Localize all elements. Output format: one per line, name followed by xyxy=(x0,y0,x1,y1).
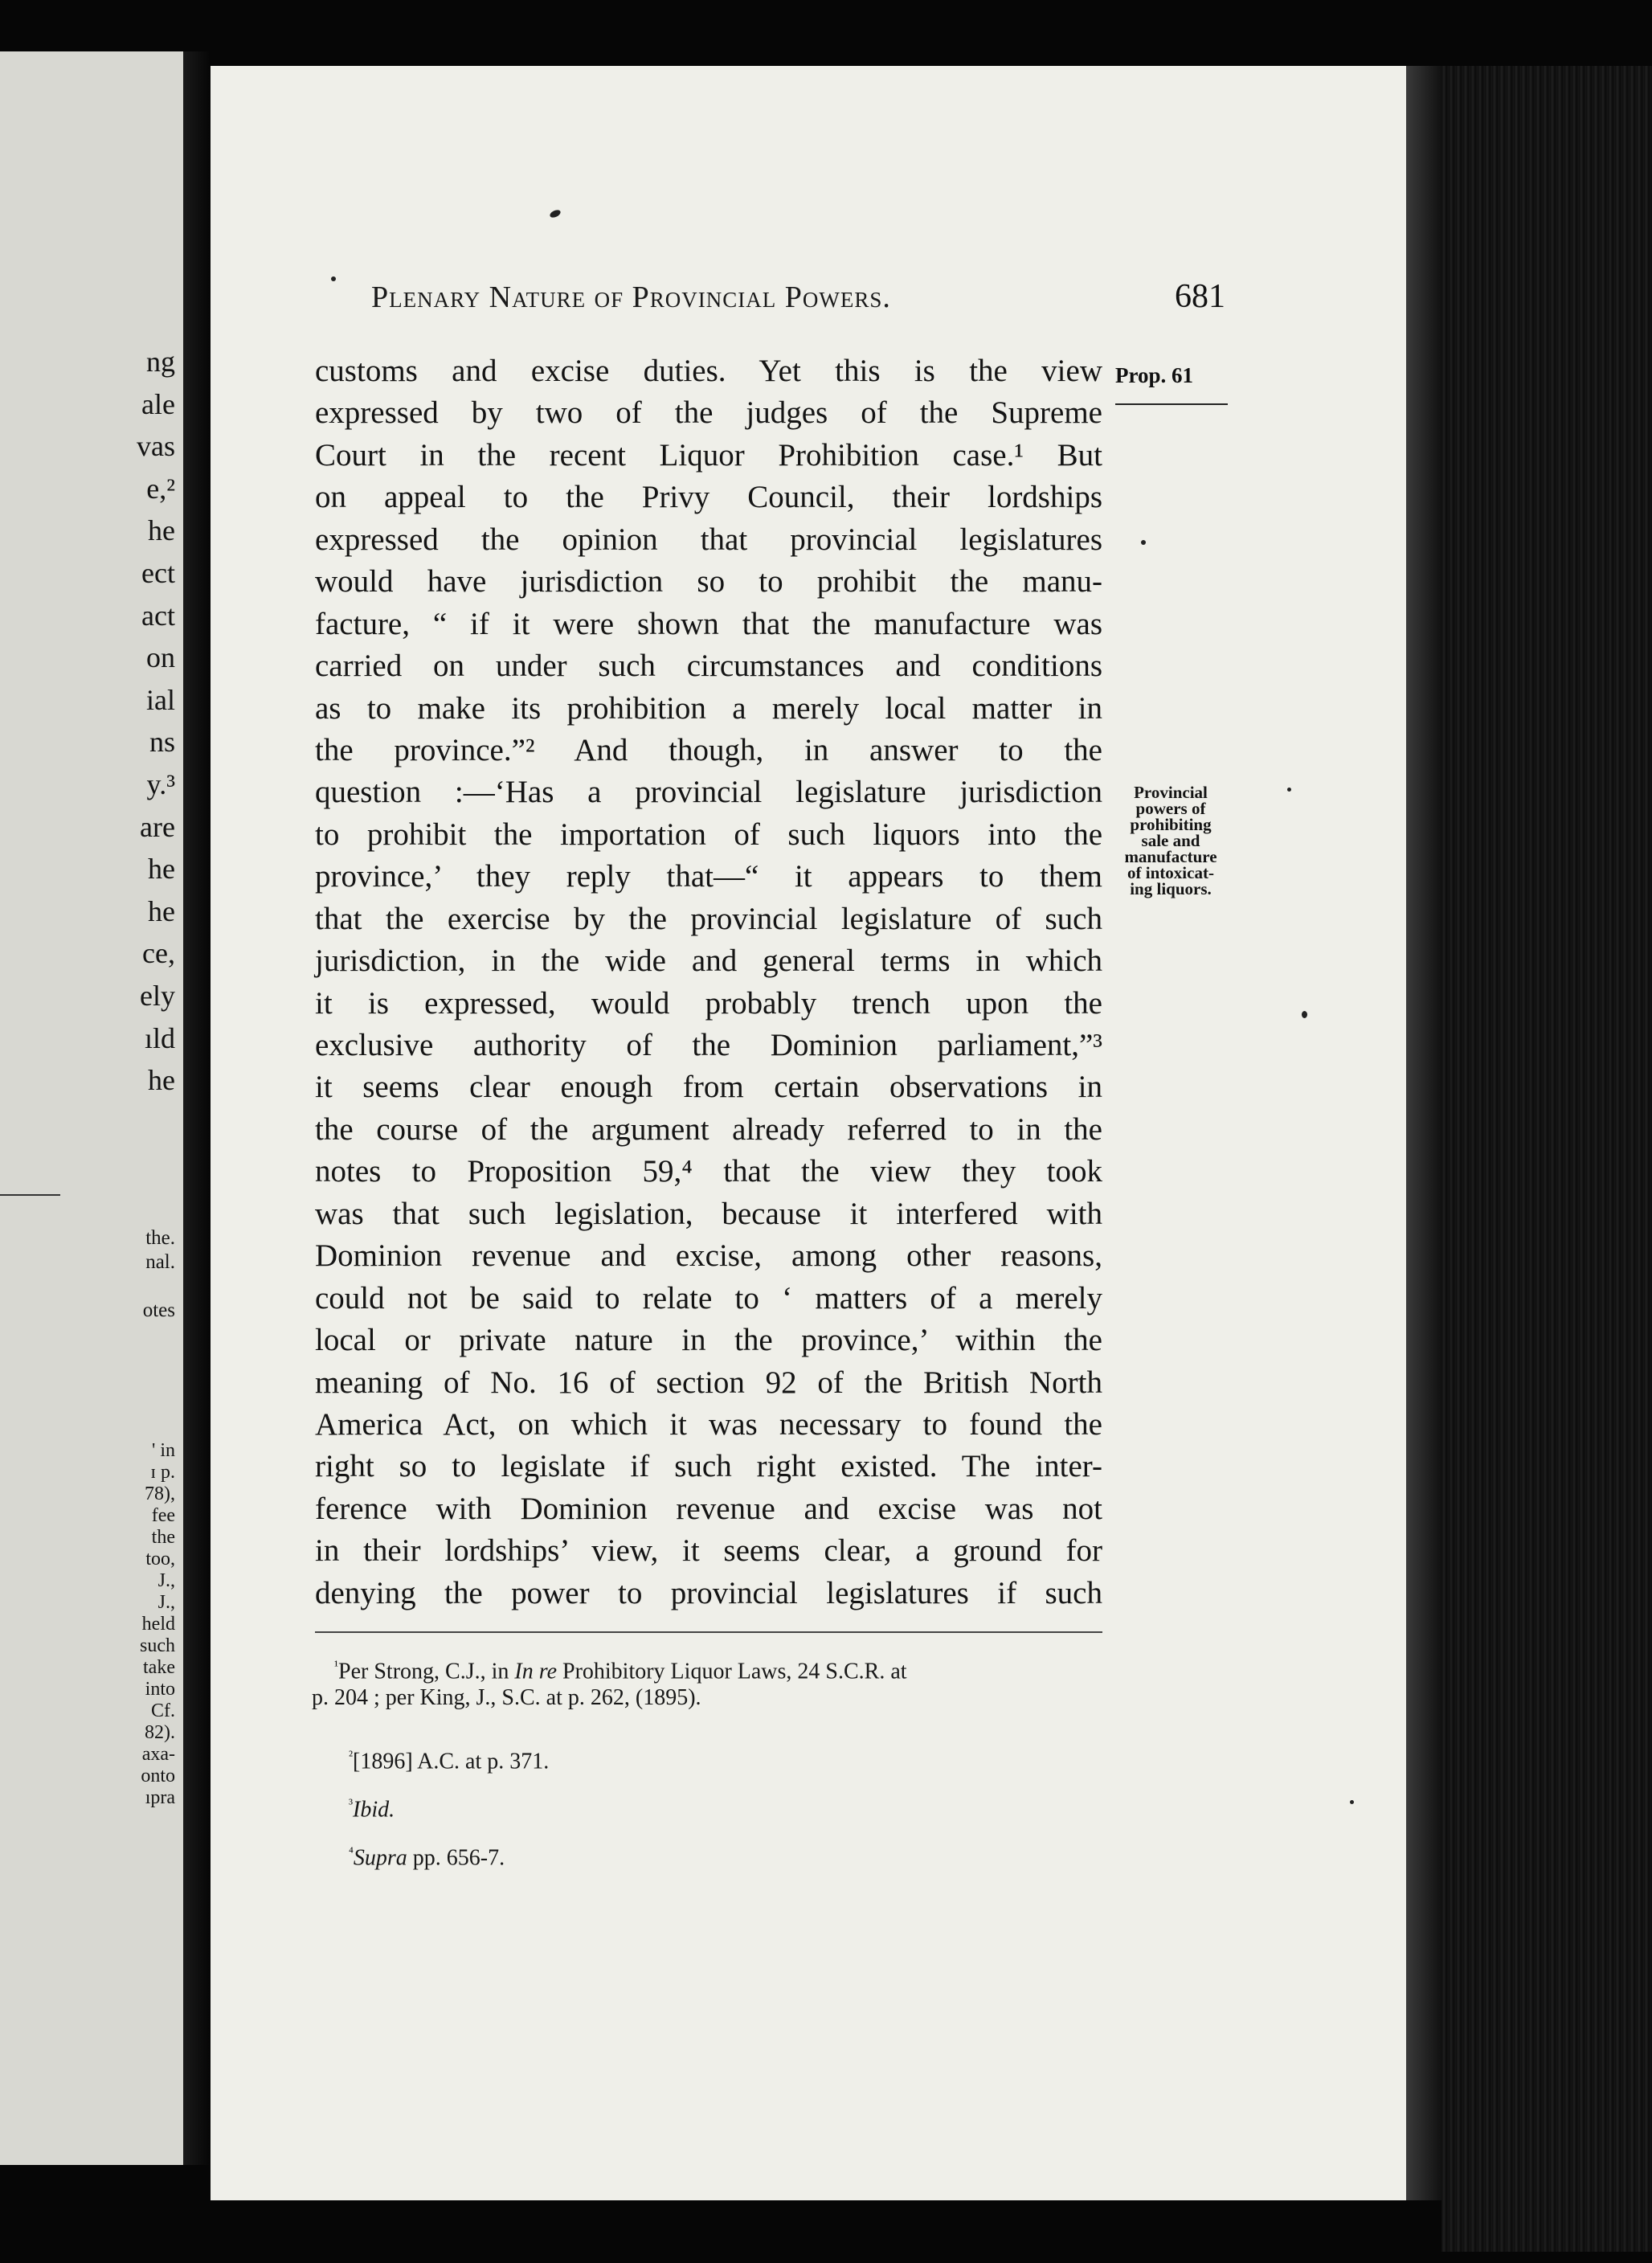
left-page-fragment: vas xyxy=(137,430,175,463)
speck xyxy=(1141,540,1146,545)
margin-note-line: Provincial xyxy=(1134,783,1208,802)
body-text-line: exclusive authority of the Dominion parliament,”³ xyxy=(315,1028,1102,1062)
footnote-4 xyxy=(349,1844,505,1871)
left-page-note-fragment: held xyxy=(141,1614,175,1635)
left-page-fragment: ale xyxy=(141,387,175,420)
page-stack-edges xyxy=(1441,66,1652,2252)
left-page-fragment: ial xyxy=(146,683,175,716)
footnote-1-marker: ¹ xyxy=(334,1658,339,1673)
body-text-line: carried on under such circumstances and conditions xyxy=(315,649,1102,684)
footnote-4-text: pp. 656-7. xyxy=(407,1845,505,1871)
left-page-note-fragment: axa- xyxy=(141,1744,175,1765)
margin-proposition-rule xyxy=(1115,403,1228,405)
footnote-1-pre: Per Strong, C.J., in xyxy=(338,1659,515,1684)
footnote-1-post: Prohibitory Liquor Laws, 24 S.C.R. at xyxy=(557,1659,907,1684)
left-page-fragment: ely xyxy=(140,979,175,1012)
left-page-fragment: are xyxy=(140,810,175,843)
left-page-note-fragment: Cf. xyxy=(151,1700,175,1721)
left-page-fragment: ce, xyxy=(142,937,175,970)
left-page-note-fragment: fee xyxy=(151,1505,175,1526)
body-text-line: the province.”² And though, in answer to the xyxy=(315,732,1102,767)
left-page-note-fragment: ɪ p. xyxy=(150,1462,175,1483)
left-page-note-fragment: otes xyxy=(142,1299,175,1321)
body-text-line: it is expressed, would probably trench upon the xyxy=(315,985,1102,1021)
body-text-line: could not be said to relate to ‘ matters of a merely xyxy=(315,1280,1102,1316)
body-text-line: Dominion revenue and excise, among other reasons, xyxy=(315,1238,1102,1274)
body-text-line: as to make its prohibition a merely local matter in xyxy=(315,690,1102,726)
left-page-fragment: he xyxy=(148,894,175,927)
speck xyxy=(331,276,336,281)
left-page-note-fragment: onto xyxy=(141,1766,175,1786)
left-page-fragment: e,² xyxy=(146,472,175,505)
left-page-fragment: ect xyxy=(141,556,175,589)
footnote-3-marker: ³ xyxy=(349,1796,354,1811)
speck xyxy=(1350,1800,1354,1804)
body-text xyxy=(315,350,1102,1614)
body-text-line: notes to Proposition 59,⁴ that the view they took xyxy=(315,1154,1102,1189)
body-text-line: was that such legislation, because it interfered with xyxy=(315,1196,1102,1231)
running-head: Plenary Nature of Provincial Powers. xyxy=(371,280,891,314)
left-page-footnote-rule xyxy=(0,1194,60,1196)
left-page-note-fragment: take xyxy=(143,1657,175,1678)
left-page-fragment: he xyxy=(148,1064,175,1097)
margin-note-line: of intoxicat- xyxy=(1127,863,1214,882)
margin-note-line: ing liquors. xyxy=(1130,879,1212,898)
body-text-line: customs and excise duties. Yet this is the view xyxy=(315,354,1102,388)
footnote-3-italic: Ibid. xyxy=(353,1797,395,1823)
left-page-note-fragment: ıpra xyxy=(145,1787,175,1808)
left-page-note-fragment: into xyxy=(145,1679,175,1700)
margin-note-line: powers of xyxy=(1135,799,1206,818)
left-page-note-fragment: 78), xyxy=(145,1483,175,1504)
left-page-note-fragment xyxy=(143,1275,175,1299)
body-text-line: meaning of No. 16 of section 92 of the British North xyxy=(315,1365,1102,1400)
footnote-2-text: [1896] A.C. at p. 371. xyxy=(353,1749,550,1774)
body-text-line: the course of the argument already referred to in the xyxy=(315,1111,1102,1147)
left-page-note-fragment: J., xyxy=(157,1592,175,1613)
left-page-note-fragment: 82). xyxy=(145,1722,175,1743)
body-text-line: Court in the recent Liquor Prohibition case.¹ But xyxy=(315,437,1102,473)
margin-note-line: manufacture xyxy=(1124,847,1217,866)
left-facing-page xyxy=(0,51,183,2165)
left-page-note-fragment: ' in xyxy=(152,1440,175,1461)
left-page-note-fragment: the xyxy=(151,1527,175,1548)
left-page-note-fragment: J., xyxy=(157,1570,175,1591)
footnote-4-italic: Supra xyxy=(353,1845,407,1871)
left-page-note-fragment: the. xyxy=(145,1227,175,1249)
body-text-line: ference with Dominion revenue and excise was not xyxy=(315,1491,1102,1526)
body-text-line: jurisdiction, in the wide and general terms in which xyxy=(315,943,1102,979)
page-number: 681 xyxy=(1175,278,1225,315)
left-page-note-fragment: such xyxy=(140,1635,175,1656)
footnote-rule xyxy=(315,1631,1102,1633)
left-page-fragment: he xyxy=(148,514,175,547)
footnote-1-line-2: p. 204 ; per King, J., S.C. at p. 262, (1895). xyxy=(312,1685,701,1710)
body-text-line: to prohibit the importation of such liquors into the xyxy=(315,816,1102,852)
left-page-fragment: ns xyxy=(149,726,175,759)
body-text-line: would have jurisdiction so to prohibit the manu- xyxy=(315,564,1102,600)
body-text-line: denying the power to provincial legislatures if such xyxy=(315,1575,1102,1610)
left-page-note-fragment: too, xyxy=(145,1549,175,1569)
body-text-line: local or private nature in the province,’ within the xyxy=(315,1323,1102,1358)
body-text-line: that the exercise by the provincial legislature of such xyxy=(315,901,1102,936)
body-text-line: on appeal to the Privy Council, their lordships xyxy=(315,480,1102,515)
body-text-line: it seems clear enough from certain observations in xyxy=(315,1070,1102,1105)
left-page-fragment: act xyxy=(141,599,175,632)
left-page-text-fragments xyxy=(137,341,175,1102)
left-page-fragment: ng xyxy=(146,346,175,378)
gutter-shadow xyxy=(183,51,209,2165)
body-text-line: facture, “ if it were shown that the manufacture was xyxy=(315,606,1102,641)
speck xyxy=(1287,788,1291,792)
margin-proposition-label: Prop. 61 xyxy=(1115,363,1194,387)
body-text-line: in their lordships’ view, it seems clear, a ground for xyxy=(315,1533,1102,1569)
left-page-fragment: he xyxy=(148,853,175,886)
footnote-1 xyxy=(334,1658,907,1684)
left-page-note-fragments-2 xyxy=(140,1440,175,1809)
footnote-3 xyxy=(349,1796,395,1823)
margin-note-line: prohibiting xyxy=(1130,815,1212,834)
body-text-line: expressed by two of the judges of the Supreme xyxy=(315,395,1102,431)
body-text-line: expressed the opinion that provincial legislatures xyxy=(315,522,1102,557)
footnote-4-marker: ⁴ xyxy=(349,1844,354,1860)
body-text-line: province,’ they reply that—“ it appears to them xyxy=(315,859,1102,894)
body-text-line: right so to legislate if such right existed. The inter- xyxy=(315,1449,1102,1484)
footnote-2 xyxy=(349,1748,549,1774)
body-text-line: America Act, on which it was necessary to found the xyxy=(315,1406,1102,1442)
margin-note-line: sale and xyxy=(1141,831,1200,850)
left-page-fragment: ıld xyxy=(144,1021,175,1054)
left-page-note-fragments xyxy=(143,1226,175,1323)
footnote-1-italic: In re xyxy=(514,1659,557,1684)
speck xyxy=(1302,1011,1307,1018)
body-text-line: question :—‘Has a provincial legislature jurisdiction xyxy=(315,775,1102,810)
footnote-2-marker: ² xyxy=(349,1748,354,1763)
left-page-note-fragment: nal. xyxy=(145,1251,175,1273)
margin-note xyxy=(1110,784,1231,897)
left-page-fragment: on xyxy=(146,641,175,674)
page-edge-shadow xyxy=(1406,66,1441,2200)
left-page-fragment: y.³ xyxy=(146,767,175,800)
